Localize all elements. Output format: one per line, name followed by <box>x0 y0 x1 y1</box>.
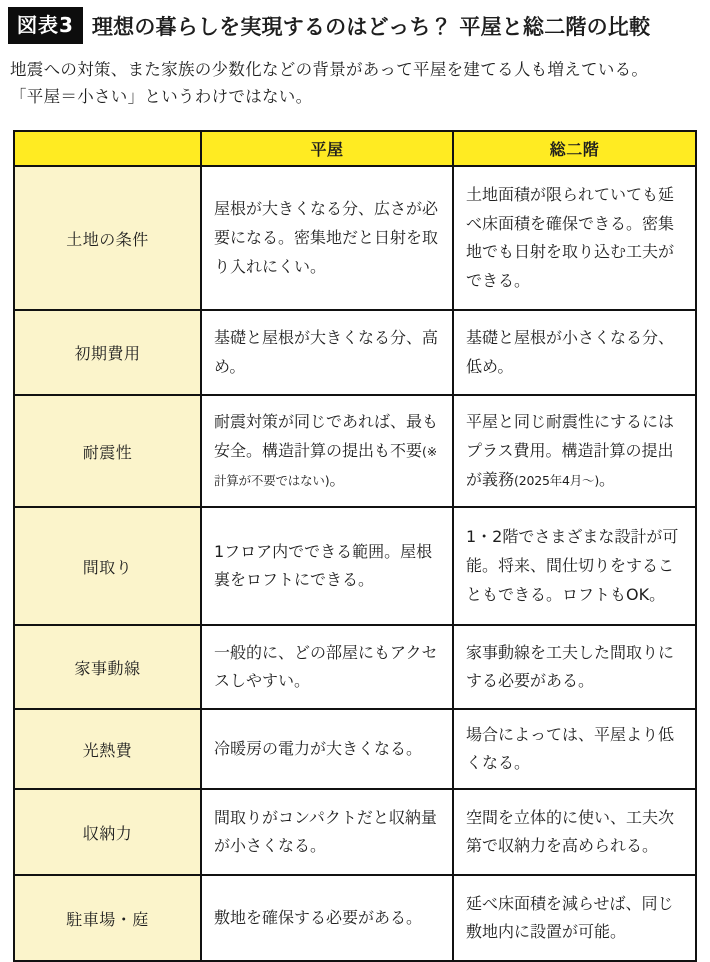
cell-text: 敷地を確保する必要がある。 <box>214 908 423 928</box>
intro-text <box>10 57 702 110</box>
cell-text: 基礎と屋根が大きくなる分、高め。 <box>214 328 439 376</box>
table-row <box>14 789 696 875</box>
cell-text: 。 <box>329 469 346 489</box>
cell-text: 空間を立体的に使い、工夫次第で収納力を高められる。 <box>466 807 675 856</box>
column-header-hiraya: 平屋 <box>201 131 453 166</box>
corner-header-cell <box>14 131 201 166</box>
cell-sounikai <box>453 709 696 789</box>
cell-hiraya <box>201 166 453 310</box>
row-label: 間取り <box>14 507 201 625</box>
table-row <box>14 709 696 789</box>
cell-text: 1・2階でさまざまな設計が可能。将来、間仕切りをすることもできる。ロフトもOK。 <box>466 527 679 604</box>
row-label: 土地の条件 <box>14 166 201 310</box>
cell-text: 場合によっては、平屋より低くなる。 <box>466 724 675 773</box>
intro-line-1: 地震への対策、また家族の少数化などの背景があって平屋を建てる人も増えている。 <box>10 60 649 79</box>
cell-text: 延べ床面積を減らせば、同じ敷地内に設置が可能。 <box>466 893 674 942</box>
row-label: 家事動線 <box>14 625 201 709</box>
cell-hiraya <box>201 789 453 875</box>
cell-hiraya <box>201 507 453 625</box>
table-row <box>14 875 696 961</box>
table-row <box>14 507 696 625</box>
cell-text: 土地面積が限られていても延べ床面積を確保できる。密集地でも日射を取り込む工夫ができる。 <box>466 184 675 291</box>
cell-text: 家事動線を工夫した間取りにする必要がある。 <box>466 642 675 691</box>
cell-text: 冷暖房の電力が大きくなる。 <box>214 739 423 759</box>
table-row <box>14 166 696 310</box>
cell-hiraya <box>201 875 453 961</box>
figure-title: 理想の暮らしを実現するのはどっち？ 平屋と総二階の比較 <box>91 14 651 39</box>
row-label: 収納力 <box>14 789 201 875</box>
cell-text: 耐震対策が同じであれば、最も安全。構造計算の提出も不要 <box>214 412 439 461</box>
cell-text: 屋根が大きくなる分、広さが必要になる。密集地だと日射を取り入れにくい。 <box>214 199 439 276</box>
figure-header <box>8 7 706 44</box>
column-header-sounikai: 総二階 <box>453 131 696 166</box>
cell-text: 1フロア内でできる範囲。屋根裏をロフトにできる。 <box>214 541 433 590</box>
comparison-table <box>13 130 697 962</box>
cell-text: 一般的に、どの部屋にもアクセスしやすい。 <box>214 642 438 691</box>
cell-sounikai <box>453 875 696 961</box>
cell-text-small: (2025年4月～) <box>514 472 600 488</box>
intro-line-2: 「平屋＝小さい」というわけではない。 <box>10 86 313 106</box>
cell-text: 間取りがコンパクトだと収納量が小さくなる。 <box>214 807 437 856</box>
cell-sounikai <box>453 507 696 625</box>
cell-sounikai <box>453 395 696 507</box>
row-label: 初期費用 <box>14 310 201 395</box>
table-row <box>14 310 696 395</box>
cell-text: 。 <box>599 469 616 489</box>
cell-text: 平屋と同じ耐震性にするにはプラス費用。構造計算の提出が義務 <box>466 412 675 489</box>
cell-sounikai <box>453 625 696 709</box>
table-row <box>14 395 696 507</box>
header-row <box>14 131 696 166</box>
cell-text-small: (※計算が不要ではない) <box>214 444 437 488</box>
cell-hiraya <box>201 310 453 395</box>
row-label: 駐車場・庭 <box>14 875 201 961</box>
figure-tag-badge: 図表3 <box>8 7 83 44</box>
cell-sounikai <box>453 789 696 875</box>
figure-page <box>0 7 710 942</box>
row-label: 光熱費 <box>14 709 201 789</box>
cell-sounikai <box>453 166 696 310</box>
cell-sounikai <box>453 310 696 395</box>
table-row <box>14 625 696 709</box>
row-label: 耐震性 <box>14 395 201 507</box>
cell-hiraya <box>201 709 453 789</box>
cell-hiraya <box>201 625 453 709</box>
cell-text: 基礎と屋根が小さくなる分、低め。 <box>466 328 675 376</box>
cell-hiraya <box>201 395 453 507</box>
